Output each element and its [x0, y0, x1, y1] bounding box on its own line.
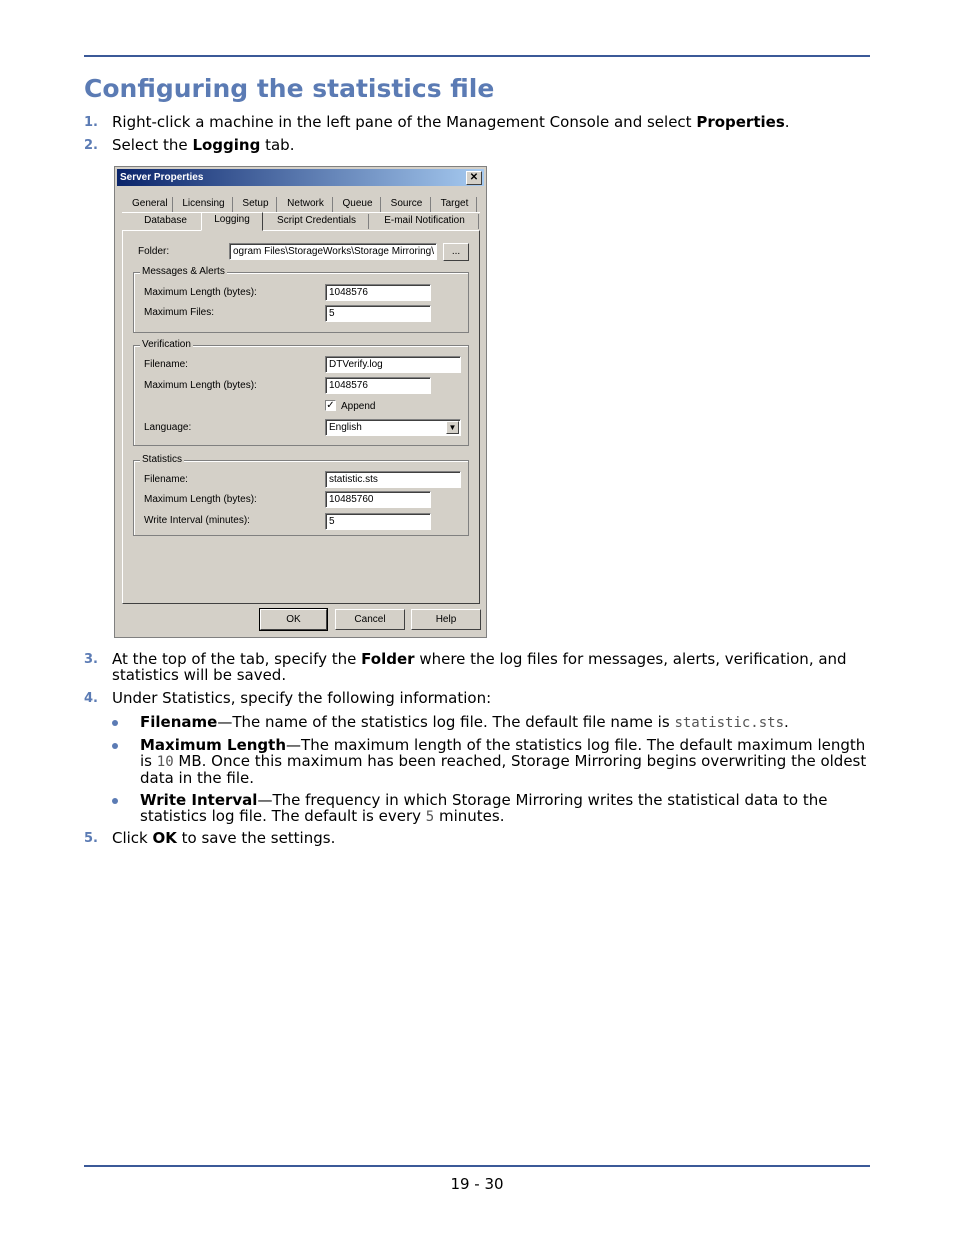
statistics-filename-input[interactable]: statistic.sts [325, 471, 461, 488]
step-text: At the top of the tab, specify the [112, 650, 362, 668]
step-number: 2. [84, 138, 98, 153]
messages-max-files-input[interactable]: 5 [325, 305, 431, 322]
close-icon[interactable]: ✕ [466, 171, 482, 185]
bullet-dot [112, 798, 118, 804]
page-number: 19 - 30 [450, 1175, 504, 1193]
messages-max-files-label: Maximum Files: [144, 307, 215, 318]
language-select[interactable] [325, 419, 461, 436]
bottom-rule [84, 1165, 870, 1167]
bullet-maximum-length [112, 737, 870, 786]
step-text-end: where the log files for messages, alerts, verification, and statistics will be saved. [112, 650, 847, 684]
bullet-term: Maximum Length [140, 736, 287, 754]
bullet-dot [112, 720, 118, 726]
tab-row-line [122, 212, 480, 213]
help-button[interactable]: Help [411, 609, 481, 630]
tab-target[interactable]: Target [433, 197, 477, 212]
bullet-code: 10 [156, 754, 174, 770]
messages-alerts-group [133, 266, 469, 333]
bullet-text: —The maximum length of the statistics log file. The default maximum length is [140, 736, 866, 770]
browse-button[interactable]: ... [443, 243, 469, 261]
verification-max-length-label: Maximum Length (bytes): [144, 380, 257, 391]
tab-database[interactable]: Database [127, 214, 205, 229]
bullet-text-end: . [784, 713, 789, 731]
step-4 [84, 690, 870, 706]
write-interval-label: Write Interval (minutes): [144, 515, 250, 526]
language-label: Language: [144, 422, 192, 433]
bullet-term: Write Interval [140, 791, 258, 809]
step-number: 3. [84, 652, 98, 667]
tab-licensing[interactable]: Licensing [175, 197, 233, 212]
step-text: Select the [112, 136, 193, 154]
folder-field[interactable]: ogram Files\StorageWorks\Storage Mirroring\ [229, 243, 437, 260]
group-title: Messages & Alerts [142, 266, 225, 277]
write-interval-input[interactable]: 5 [325, 513, 431, 530]
dialog-title: Server Properties [120, 172, 204, 183]
verification-filename-input[interactable]: DTVerify.log [325, 356, 461, 373]
messages-max-length-label: Maximum Length (bytes): [144, 287, 257, 298]
bullet-code: statistic.sts [674, 715, 785, 731]
verification-group [133, 339, 469, 446]
step-text-end: to save the settings. [176, 829, 336, 847]
bullet-text: —The frequency in which Storage Mirroring writes the statistical data to the statistics log file. The default is every [140, 791, 828, 825]
bullet-text: —The name of the statistics log file. The default file name is [217, 713, 675, 731]
append-checkbox[interactable]: ✓ [326, 400, 335, 411]
tab-email-notification[interactable]: E-mail Notification [371, 214, 479, 229]
step-number: 1. [84, 115, 98, 130]
logging-panel [122, 230, 480, 604]
dialog-titlebar [117, 169, 484, 186]
bullet-text-end: minutes. [434, 807, 505, 825]
cancel-button[interactable]: Cancel [335, 609, 405, 630]
bullet-code: 5 [425, 809, 435, 825]
step-number: 4. [84, 691, 98, 706]
step-bold: Folder [361, 650, 415, 668]
top-rule [84, 55, 870, 57]
page-heading: Configuring the statistics file [84, 74, 495, 103]
language-value: English [329, 422, 362, 433]
group-title: Verification [142, 339, 191, 350]
step-text-end: . [784, 113, 790, 131]
verification-max-length-input[interactable]: 1048576 [325, 377, 431, 394]
messages-max-length-input[interactable]: 1048576 [325, 284, 431, 301]
statistics-max-length-input[interactable]: 10485760 [325, 491, 431, 508]
step-bold: Properties [696, 113, 785, 131]
bullet-text-end: MB. Once this maximum has been reached, Storage Mirroring begins overwriting the oldest data in the file. [140, 752, 867, 787]
tab-queue[interactable]: Queue [335, 197, 381, 212]
statistics-max-length-label: Maximum Length (bytes): [144, 494, 257, 505]
bullet-term: Filename [140, 713, 218, 731]
bullet-filename [112, 714, 870, 731]
append-label: Append [341, 401, 376, 412]
step-number: 5. [84, 831, 98, 846]
statistics-filename-label: Filename: [144, 474, 188, 485]
ok-button[interactable]: OK [260, 609, 327, 630]
step-text: Click [112, 829, 153, 847]
tab-general[interactable]: General [127, 197, 173, 212]
group-title: Statistics [142, 454, 183, 465]
verification-filename-label: Filename: [144, 359, 188, 370]
step-5 [84, 830, 870, 846]
tab-source[interactable]: Source [383, 197, 431, 212]
step-3 [84, 651, 870, 683]
tab-script-credentials[interactable]: Script Credentials [265, 214, 369, 229]
step-text: Right-click a machine in the left pane of the Management Console and select [112, 113, 697, 131]
folder-label: Folder: [138, 246, 170, 257]
step-text: Under Statistics, specify the following information: [112, 689, 492, 707]
tab-network[interactable]: Network [279, 197, 333, 212]
chevron-down-icon[interactable]: ▼ [446, 421, 459, 434]
server-properties-dialog [114, 166, 487, 638]
step-1 [84, 114, 870, 130]
step-bold: Logging [192, 136, 261, 154]
tab-logging[interactable]: Logging [201, 212, 263, 231]
step-2 [84, 137, 870, 153]
statistics-group [133, 454, 469, 536]
step-text-end: tab. [260, 136, 295, 154]
bullet-dot [112, 743, 118, 749]
bullet-write-interval [112, 792, 870, 825]
tab-setup[interactable]: Setup [235, 197, 277, 212]
step-bold: OK [152, 829, 177, 847]
